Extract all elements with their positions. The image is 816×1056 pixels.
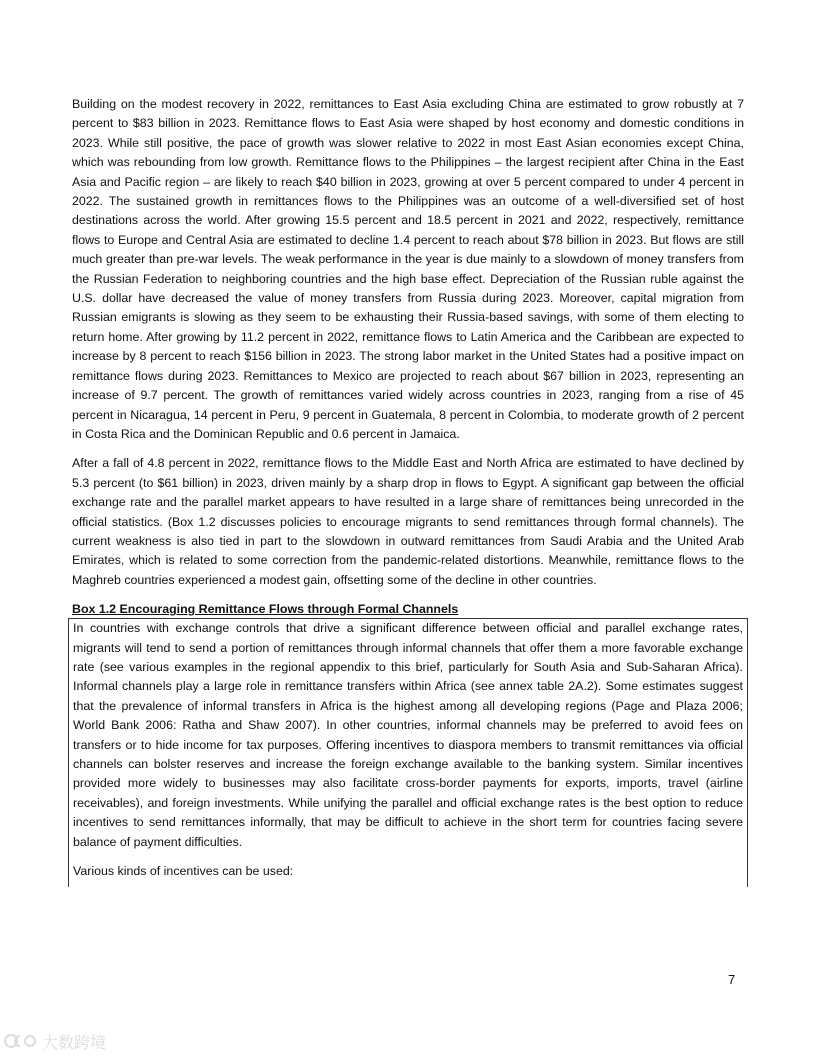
- box-paragraph: In countries with exchange controls that drive a significant difference between official and parallel exchange rates, migrants will tend to send a portion of remittances through informal channels that offer them a more favorable exchange rate (see various examples in the regional appendix to this brief, particularly for South Asia and Sub-Saharan Africa). Informal channels play a large role in remittance transfers within Africa (see annex table 2A.2). Some estimates suggest that the prevalence of informal transfers in Africa is the highest among all developing regions (Page and Plaza 2006; World Bank 2006: Ratha and Shaw 2007). In other countries, informal channels may be preferred to avoid fees on transfers or to hide income for tax purposes. Offering incentives to diaspora members to transmit remittances via official channels can bolster reserves and increase the foreign exchange available to the banking system. Similar incentives provided more widely to businesses may also facilitate cross-border payments for exports, imports, travel (airline receivables), and foreign investments. While unifying the parallel and official exchange rates is the best option to reduce incentives to send remittances informally, that may be difficult to achieve in the short term for countries facing severe balance of payment difficulties.: [73, 621, 743, 849]
- body-paragraph-mena: After a fall of 4.8 percent in 2022, remittance flows to the Middle East and North Africa are estimated to have declined by 5.3 percent (to $61 billion) in 2023, driven mainly by a sharp drop in flows to Egypt. A significant gap between the official exchange rate and the parallel market appears to have resulted in a large share of remittances being unrecorded in the official statistics. (Box 1.2 discusses policies to encourage migrants to send remittances through formal channels). The current weakness is also tied in part to the slowdown in outward remittances from Saudi Arabia and the United Arab Emirates, which is related to some correction from the pandemic-related distortions. Meanwhile, remittance flows to the Maghreb countries experienced a modest gain, offsetting some of the decline in other countries.: [72, 456, 744, 587]
- body-paragraph-east-asia: Building on the modest recovery in 2022, remittances to East Asia excluding China are estimated to grow robustly at 7 percent to $83 billion in 2023. Remittance flows to East Asia were shaped by host economy and domestic conditions in 2023. While still positive, the pace of growth was slower relative to 2022 in most East Asian economies except China, which was rebounding from low growth. Remittance flows to the Philippines – the largest recipient after China in the East Asia and Pacific region – are likely to reach $40 billion in 2023, growing at over 5 percent compared to under 4 percent in 2022. The sustained growth in remittances flows to the Philippines was an outcome of a well-diversified set of host destinations across the world. After growing 15.5 percent and 18.5 percent in 2021 and 2022, respectively, remittance flows to Europe and Central Asia are estimated to decline 1.4 percent to reach about $78 billion in 2023. But flows are still much greater than pre-war levels. The weak performance in the year is due mainly to a slowdown of money transfers from the Russian Federation to neighboring countries and the high base effect. Depreciation of the Russian ruble against the U.S. dollar have decreased the value of money transfers from Russia during 2023. Moreover, capital migration from Russian emigrants is slowing as they seem to be exhausting their Russia-based savings, with some of them electing to return home. After growing by 11.2 percent in 2022, remittance flows to Latin America and the Caribbean are expected to increase by 8 percent to reach $156 billion in 2023. The strong labor market in the United States had a positive impact on remittance flows during 2023. Remittances to Mexico are projected to reach about $67 billion in 2023, representing an increase of 9.7 percent. The growth of remittances varied widely across countries in 2023, ranging from a rise of 45 percent in Nicaragua, 14 percent in Peru, 9 percent in Guatemala, 8 percent in Colombia, to moderate growth of 2 percent in Costa Rica and the Dominican Republic and 0.6 percent in Jamaica.: [72, 97, 744, 441]
- page-number: 7: [728, 972, 736, 987]
- watermark-text: 大数跨境: [42, 1034, 107, 1052]
- box-1-2: [68, 618, 748, 887]
- box-title: Box 1.2 Encouraging Remittance Flows through Formal Channels: [72, 602, 459, 617]
- watermark: [4, 1030, 106, 1052]
- document-page: [72, 95, 744, 887]
- box-paragraph-incentives: Various kinds of incentives can be used:: [73, 864, 294, 879]
- watermark-logo-icon: [4, 1031, 38, 1051]
